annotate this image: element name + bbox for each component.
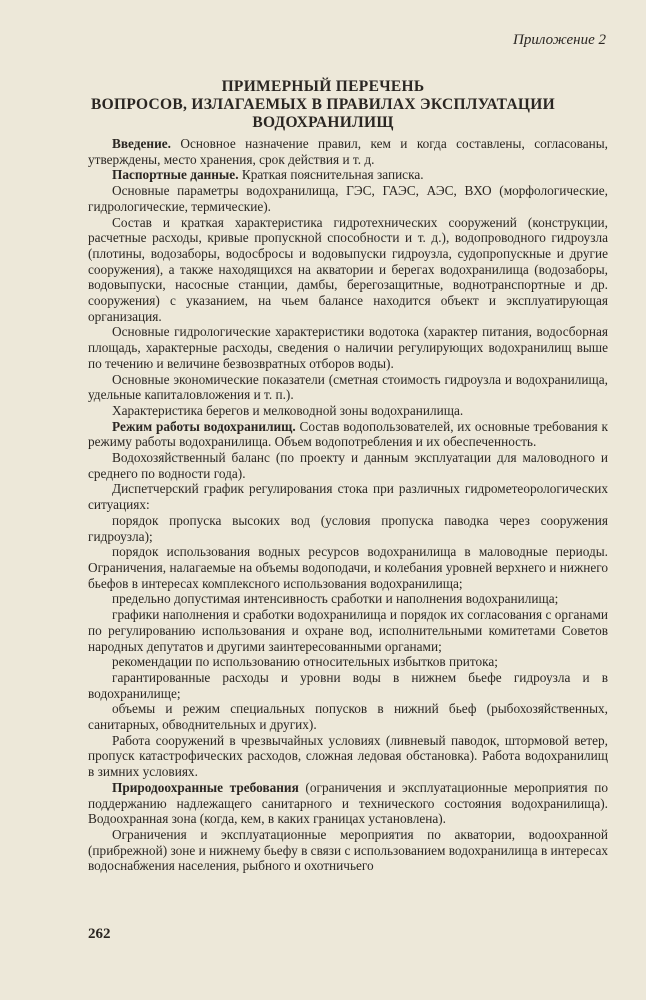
paragraph-text: Водохозяйственный баланс (по проекту и данным эксплуатации для маловодного и среднего по водности года). <box>88 450 608 481</box>
paragraph-text: Основные параметры водохранилища, ГЭС, ГАЭС, АЭС, ВХО (морфологические, гидрологические, термические). <box>88 183 608 214</box>
paragraph-lead: Режим работы водохранилищ. <box>112 418 296 434</box>
paragraph <box>88 419 608 450</box>
paragraph-text: Диспетчерский график регулирования стока при различных гидрометеорологических ситуациях: <box>88 481 608 513</box>
paragraph <box>88 701 608 732</box>
paragraph-text: рекомендации по использованию относительных избытков притока; <box>112 654 498 670</box>
paragraph-lead: Введение. <box>112 136 171 151</box>
paragraph <box>88 372 608 403</box>
paragraph <box>88 513 608 544</box>
paragraph-text: Состав водопользователей, их основные требования к режиму работы водохранилища. Объем водопотребления и их обеспеченность. <box>88 418 608 450</box>
paragraph-text: Краткая пояснительная записка. <box>238 167 424 183</box>
paragraph-text: Характеристика берегов и мелководной зоны водохранилища. <box>112 402 464 418</box>
paragraph-text: Основные гидрологические характеристики водотока (характер питания, водосборная площадь, характерные расходы, сведения о наличии регулирующих водохранилищ выше по течению и величине безвозвратных отборов воды). <box>88 324 608 371</box>
title-line-2: ВОПРОСОВ, ИЗЛАГАЕМЫХ В ПРАВИЛАХ ЭКСПЛУАТАЦИИ <box>90 96 556 113</box>
paragraph <box>88 183 608 214</box>
paragraph <box>88 607 608 654</box>
paragraph-text: объемы и режим специальных попусков в нижний бьеф (рыбохозяйственных, санитарных, обводнительных и других). <box>88 701 608 733</box>
paragraph-text: Ограничения и эксплуатационные мероприятия по акватории, водоохранной (прибрежной) зоне и нижнему бьефу в связи с использованием водохранилища в интересах водоснабжения населения, рыбного и охотничьего <box>88 826 608 874</box>
paragraph-text: графики наполнения и сработки водохранилища и порядок их согласования с органами по регулированию использования и охране вод, исполнительными комитетами Советов народных депутатов и другими заинтересованными органами; <box>88 607 608 654</box>
paragraph-text: Основные экономические показатели (сметная стоимость гидроузла и водохранилища, удельные капиталовложения и т. п.). <box>88 371 608 403</box>
title-line-1: ПРИМЕРНЫЙ ПЕРЕЧЕНЬ <box>221 78 425 95</box>
appendix-label: Приложение 2 <box>513 32 606 48</box>
paragraph <box>88 167 608 183</box>
paragraph <box>88 136 608 167</box>
paragraph <box>88 670 608 701</box>
paragraph <box>88 481 608 512</box>
paragraph-text: порядок использования водных ресурсов водохранилища в маловодные периоды. Ограничения, налагаемые на объемы водоподачи, и колебания уровней верхнего и нижнего бьефов в интересах комплексного использования водохранилища; <box>88 544 608 591</box>
paragraph-text: предельно допустимая интенсивность сработки и наполнения водохранилища; <box>112 591 559 607</box>
paragraph-text: порядок пропуска высоких вод (условия пропуска паводка через сооружения гидроузла); <box>88 512 608 544</box>
paragraph-text: Основное назначение правил, кем и когда составлены, согласованы, утверждены, место хранения, срок действия и т. д. <box>88 136 608 167</box>
paragraph <box>88 215 608 325</box>
paragraph-lead: Паспортные данные. <box>112 167 239 183</box>
title-line-3: ВОДОХРАНИЛИЩ <box>252 114 394 131</box>
paragraph-text: Состав и краткая характеристика гидротехнических сооружений (конструкции, расчетные расходы, кривые пропускной способности и т. д.), водопроводного гидроузла (плотины, водозаборы, водосбросы и водовыпуски гидроузла, судопропускные и другие сооружения), а также находящихся на акватории и берегах водохранилища (водозаборы, водовыпуски, насосные станции, дамбы, берегозащитные, воднотранспортные и др. сооружения) с указанием, на чьем балансе находится объект и эксплуатирующая организация. <box>88 214 608 324</box>
paragraph <box>88 403 608 419</box>
paragraph <box>88 591 608 607</box>
document-body <box>88 136 608 874</box>
paragraph <box>88 827 608 874</box>
paragraph <box>88 544 608 591</box>
paragraph <box>88 733 608 780</box>
paragraph <box>88 654 608 670</box>
document-title <box>0 78 646 132</box>
page-number: 262 <box>88 926 111 942</box>
paragraph <box>88 324 608 371</box>
paragraph-text: гарантированные расходы и уровни воды в нижнем бьефе гидроузла и в водохранилище; <box>88 669 608 701</box>
paragraph <box>88 780 608 827</box>
paragraph-lead: Природоохранные требования <box>112 779 299 795</box>
paragraph <box>88 450 608 481</box>
paragraph-text: Работа сооружений в чрезвычайных условиях (ливневый паводок, штормовой ветер, пропуск катастрофических расходов, сложная ледовая обстановка). Работа водохранилищ в зимних условиях. <box>88 732 608 780</box>
paragraph-text: (ограничения и эксплуатационные мероприятия по поддержанию надлежащего санитарного и технического состояния водохранилища). Водоохранная зона (когда, кем, в каких границах установлена). <box>88 779 608 827</box>
